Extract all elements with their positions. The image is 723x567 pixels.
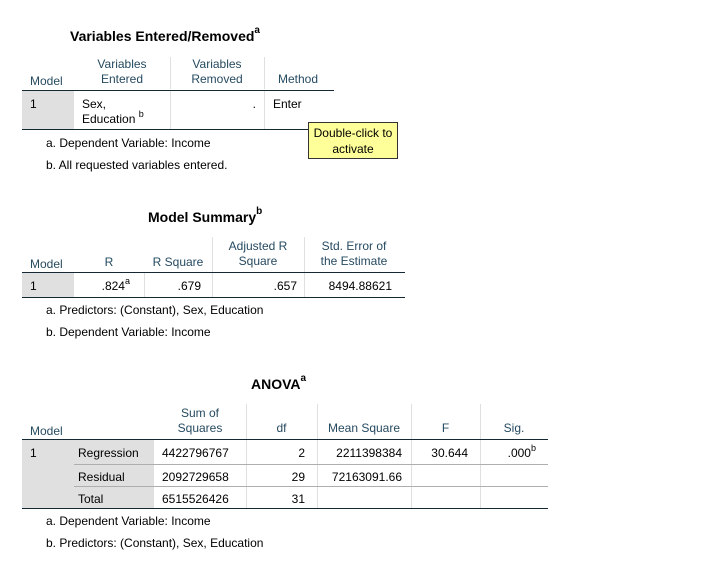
col-divider xyxy=(317,404,318,439)
footnote-a: a. Dependent Variable: Income xyxy=(46,136,211,150)
anova-residual-ss: 2092729658 xyxy=(162,470,229,484)
anova-residual-df: 29 xyxy=(291,470,305,484)
anova-regression-f: 30.644 xyxy=(431,446,468,460)
ms-std-error-value: 8494.88621 xyxy=(328,279,392,293)
header-model: Model xyxy=(30,74,63,88)
anova-header-sig: Sig. xyxy=(503,421,525,435)
ms-header-se-line1: Std. Error of xyxy=(321,239,387,253)
col-divider xyxy=(212,237,213,272)
footnote-b: b. All requested variables entered. xyxy=(46,158,228,172)
tooltip-line2: activate xyxy=(332,142,374,156)
anova-title-text: ANOVA xyxy=(251,376,301,392)
ms-footnote-b: b. Dependent Variable: Income xyxy=(46,325,211,339)
model-summary-title-sup: b xyxy=(256,206,263,217)
variables-entered-title-sup: a xyxy=(254,25,260,36)
col-divider xyxy=(264,57,265,89)
header-variables-entered xyxy=(74,57,170,87)
anova-footnote-a: a. Dependent Variable: Income xyxy=(46,514,211,528)
model-summary-title xyxy=(148,206,263,225)
anova-regression-sig-number: .000 xyxy=(507,446,531,460)
row-separator xyxy=(74,464,548,465)
ms-header-r: R xyxy=(104,255,114,269)
header-entered-line1: Variables xyxy=(97,57,147,71)
model-summary-title-text: Model Summary xyxy=(148,209,257,225)
ms-r-sup: a xyxy=(124,276,130,286)
ms-header-adjusted xyxy=(212,239,304,269)
anova-footnote-b: b. Predictors: (Constant), Sex, Education xyxy=(46,536,264,550)
anova-header-model: Model xyxy=(30,424,63,438)
header-removed-line2: Removed xyxy=(191,72,243,86)
ms-row-model-1: 1 xyxy=(30,279,37,293)
bottom-rule xyxy=(22,129,334,130)
ms-header-adj-line2: Square xyxy=(238,254,278,268)
anova-header-ms: Mean Square xyxy=(327,421,401,435)
header-variables-removed xyxy=(170,57,264,87)
method-value: Enter xyxy=(273,97,302,111)
row-model-1: 1 xyxy=(30,97,37,111)
col-divider xyxy=(246,404,247,439)
ms-header-adj-line1: Adjusted R xyxy=(228,239,288,253)
ms-r-square-value: .679 xyxy=(177,279,201,293)
anova-regression-sig-sup: b xyxy=(530,443,536,453)
ms-header-std-error xyxy=(304,239,404,269)
entered-var-1: Sex, xyxy=(82,97,107,111)
col-divider xyxy=(170,57,171,89)
anova-row-label-residual: Residual xyxy=(78,470,125,484)
anova-header-ss xyxy=(154,406,246,436)
entered-variables xyxy=(82,97,144,127)
anova-regression-df: 2 xyxy=(298,446,305,460)
ms-header-rule xyxy=(22,272,405,273)
anova-title xyxy=(251,373,307,392)
ms-header-r-square: R Square xyxy=(152,255,204,269)
ms-bottom-rule xyxy=(22,297,405,298)
anova-row-label-total: Total xyxy=(78,492,104,506)
tooltip-line1: Double-click to xyxy=(313,126,393,140)
header-removed-line1: Variables xyxy=(192,57,242,71)
col-divider xyxy=(411,404,412,439)
row-separator xyxy=(74,486,548,487)
variables-entered-title xyxy=(70,25,260,44)
anova-header-df: df xyxy=(276,421,287,435)
variables-entered-title-text: Variables Entered/Removed xyxy=(70,28,255,44)
col-divider xyxy=(264,91,265,129)
entered-sup: b xyxy=(138,109,144,119)
header-method: Method xyxy=(277,72,319,86)
anova-header-ss-line1: Sum of xyxy=(180,406,219,420)
ms-r-number: .824 xyxy=(101,279,125,293)
entered-var-2: Education xyxy=(82,112,136,126)
anova-row-model-1: 1 xyxy=(30,446,37,460)
anova-total-ss: 6515526426 xyxy=(162,492,229,506)
anova-total-df: 31 xyxy=(291,492,305,506)
anova-bottom-rule xyxy=(22,508,548,509)
anova-regression-ss: 4422796767 xyxy=(162,446,229,460)
header-entered-line2: Entered xyxy=(100,72,144,86)
ms-header-model: Model xyxy=(30,257,63,271)
anova-regression-sig xyxy=(480,443,536,460)
col-divider xyxy=(480,404,481,439)
anova-residual-ms: 72163091.66 xyxy=(331,470,402,484)
ms-r-value xyxy=(74,276,130,293)
removed-value: . xyxy=(252,97,256,111)
anova-header-ss-line2: Squares xyxy=(177,421,223,435)
activate-tooltip[interactable] xyxy=(308,122,398,159)
anova-header-f: F xyxy=(441,421,450,435)
ms-adjusted-value: .657 xyxy=(273,279,297,293)
anova-regression-ms: 2211398384 xyxy=(336,446,402,460)
anova-title-sup: a xyxy=(300,373,307,384)
ms-header-se-line2: the Estimate xyxy=(320,254,388,268)
anova-row-label-regression: Regression xyxy=(78,446,139,460)
ms-footnote-a: a. Predictors: (Constant), Sex, Education xyxy=(46,303,264,317)
col-divider xyxy=(304,237,305,272)
